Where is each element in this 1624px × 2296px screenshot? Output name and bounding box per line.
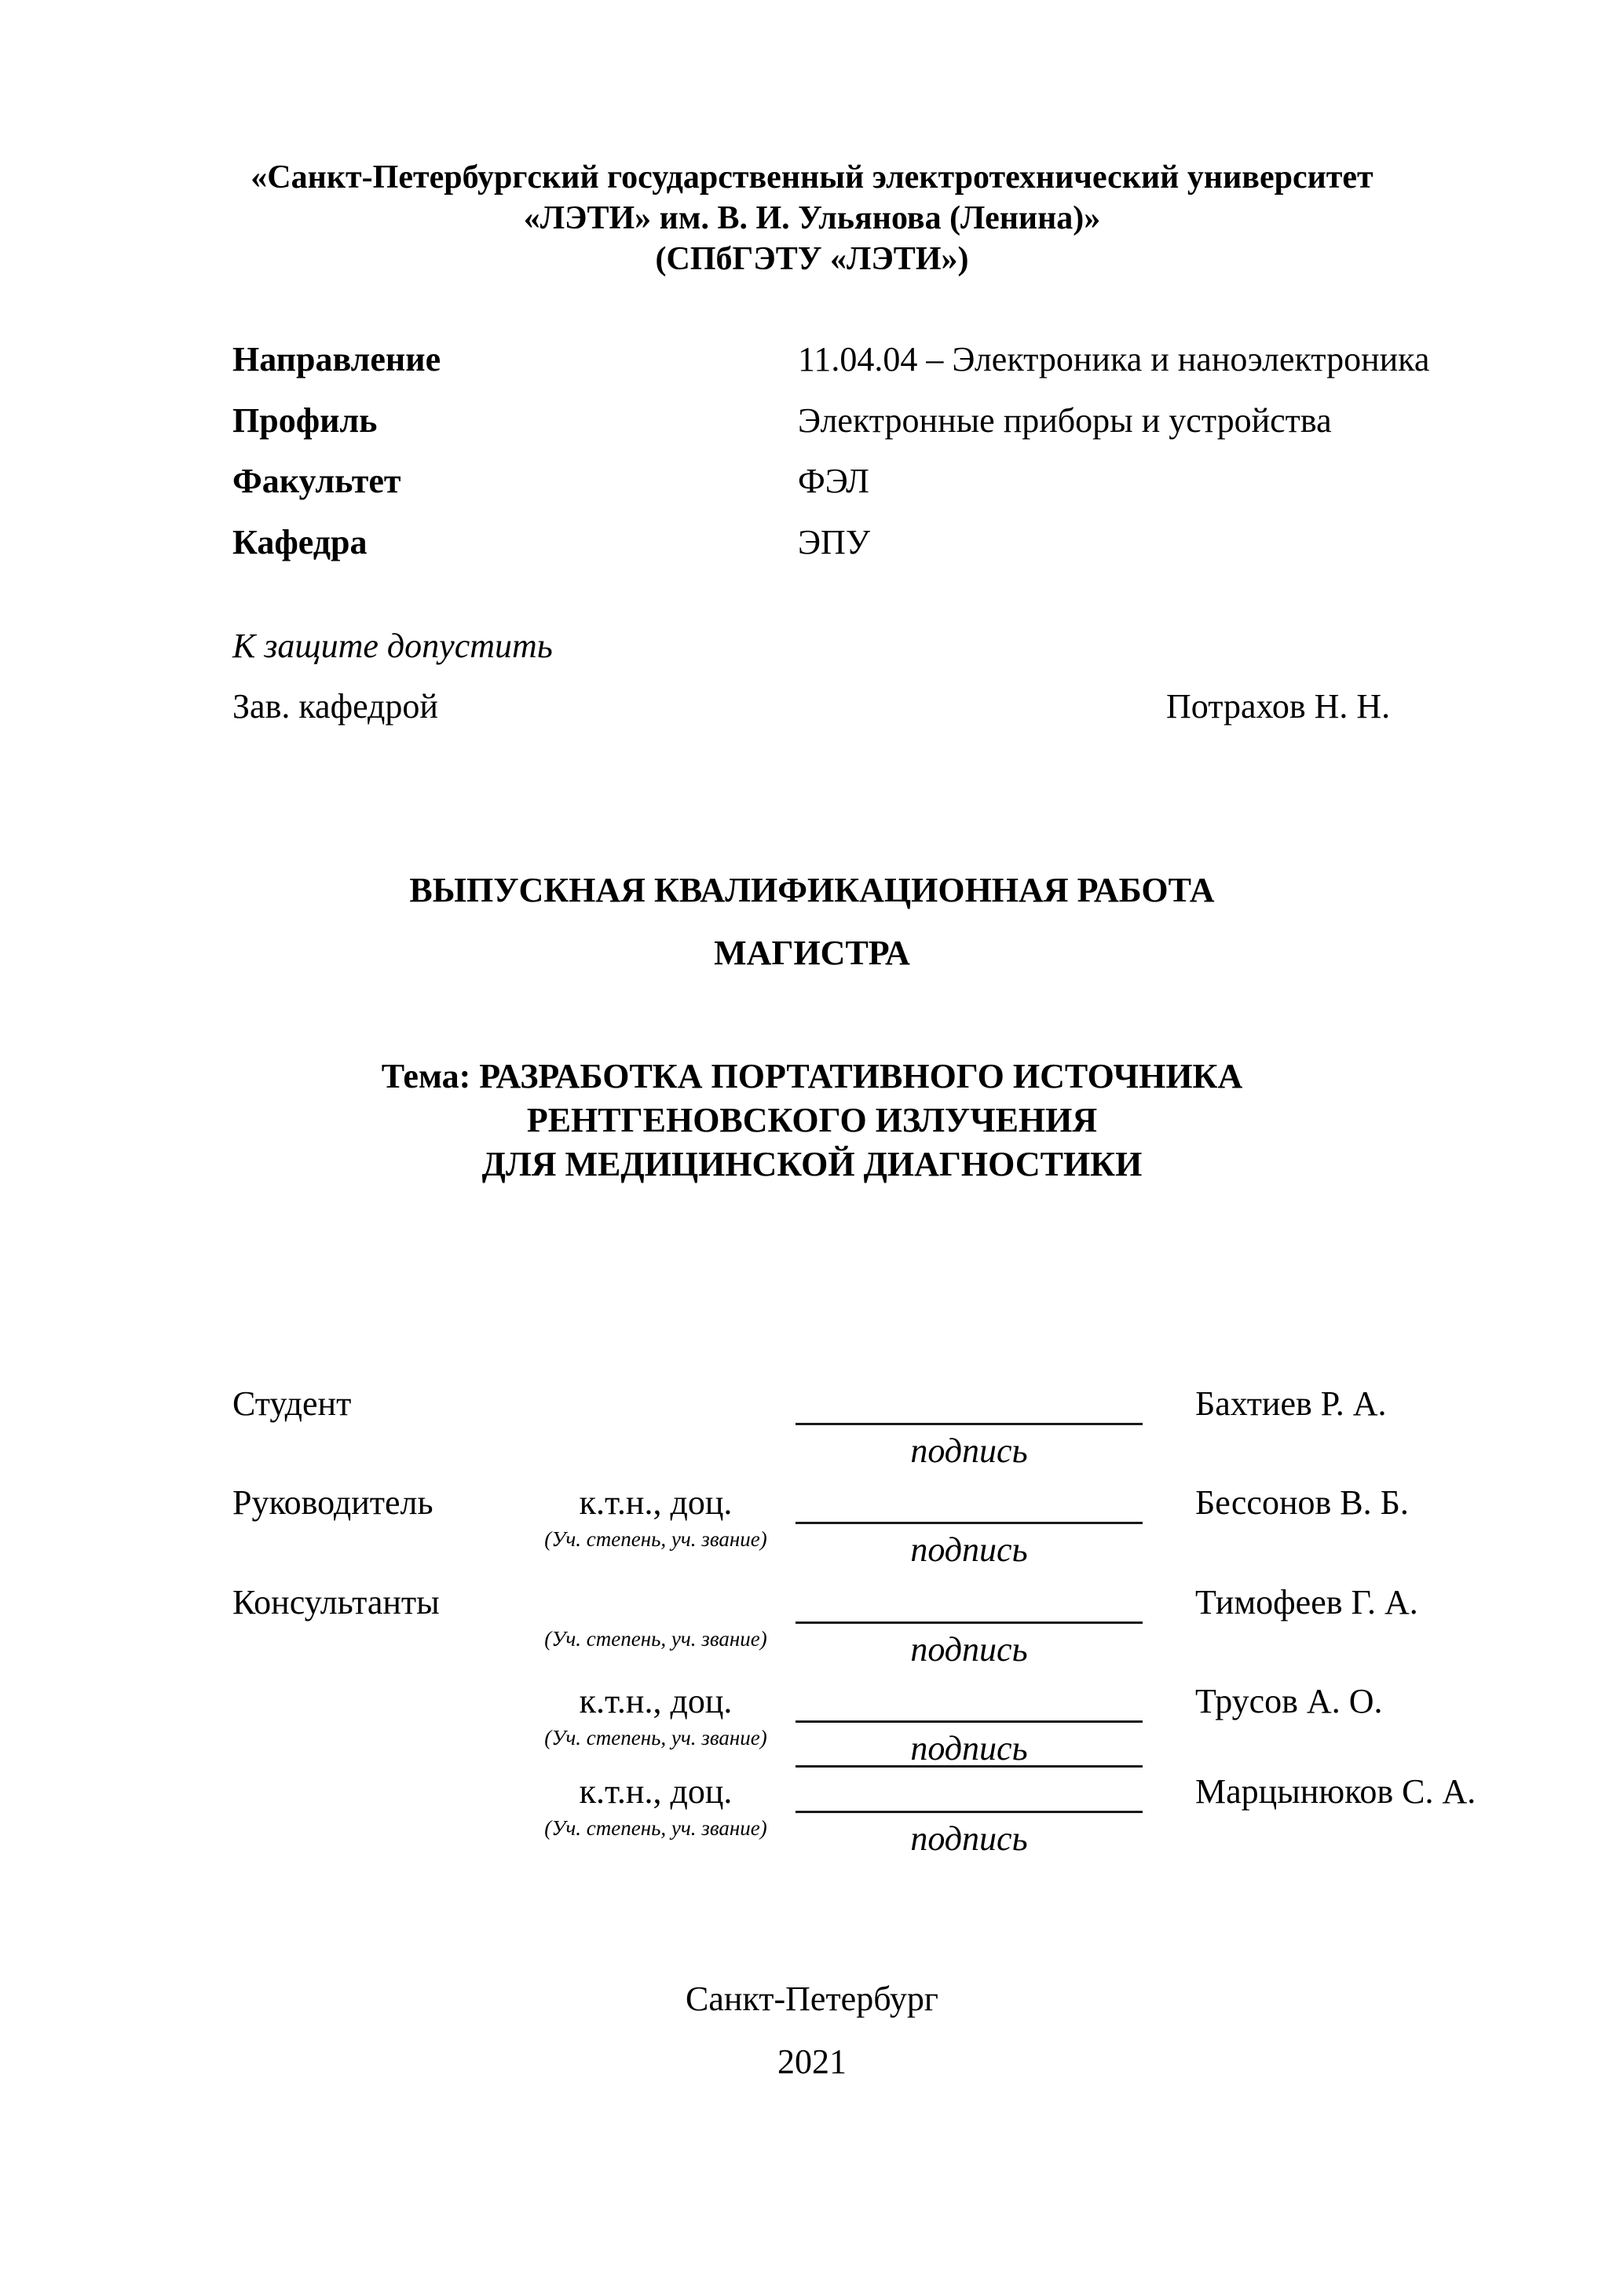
work-degree-title: МАГИСТРА xyxy=(714,934,910,972)
year: 2021 xyxy=(777,2042,847,2081)
city: Санкт-Петербург xyxy=(686,1980,938,2018)
signature-caption: подпись xyxy=(910,1431,1028,1470)
info-label: Профиль xyxy=(232,401,378,440)
work-type-title: ВЫПУСКНАЯ КВАЛИФИКАЦИОННАЯ РАБОТА xyxy=(409,871,1215,909)
university-header xyxy=(0,157,1624,280)
info-value: ЭПУ xyxy=(798,523,870,561)
signature-caption: подпись xyxy=(910,1729,1028,1768)
info-label: Кафедра xyxy=(232,523,368,561)
degree-caption: (Уч. степень, уч. звание) xyxy=(544,1527,767,1551)
defense-approval-note: К защите допустить xyxy=(232,627,553,665)
info-value: Электронные приборы и устройства xyxy=(798,401,1332,440)
head-of-department-label: Зав. кафедрой xyxy=(232,687,438,726)
signature-line xyxy=(796,1811,1143,1813)
signature-name: Марцынюков С. А. xyxy=(1195,1772,1476,1811)
university-name-line1: «Санкт-Петербургский государственный электротехнический университет xyxy=(251,159,1373,196)
head-of-department-name: Потрахов Н. Н. xyxy=(1166,687,1391,726)
signature-name: Бахтиев Р. А. xyxy=(1195,1384,1387,1423)
signature-caption: подпись xyxy=(910,1530,1028,1569)
info-value: 11.04.04 – Электроника и наноэлектроника xyxy=(798,340,1430,378)
signature-caption: подпись xyxy=(910,1630,1028,1669)
thesis-topic-line1: Тема: РАЗРАБОТКА ПОРТАТИВНОГО ИСТОЧНИКА xyxy=(381,1057,1243,1095)
signature-line xyxy=(796,1522,1143,1524)
degree-caption: (Уч. степень, уч. звание) xyxy=(544,1627,767,1651)
signature-line-separator xyxy=(796,1765,1143,1768)
signature-name: Трусов А. О. xyxy=(1195,1682,1383,1720)
degree-caption: (Уч. степень, уч. звание) xyxy=(544,1726,767,1749)
thesis-topic xyxy=(0,1055,1624,1186)
signature-line xyxy=(796,1621,1143,1624)
info-label: Направление xyxy=(232,340,441,378)
signature-name: Бессонов В. Б. xyxy=(1195,1483,1409,1522)
info-value: ФЭЛ xyxy=(798,462,869,500)
signature-role-consultants: Консультанты xyxy=(232,1583,440,1621)
signature-degree: к.т.н., доц. xyxy=(579,1682,733,1720)
signature-degree: к.т.н., доц. xyxy=(579,1772,733,1811)
signature-caption: подпись xyxy=(910,1819,1028,1858)
info-label: Факультет xyxy=(232,462,401,500)
signature-role-student: Студент xyxy=(232,1384,352,1423)
signature-name: Тимофеев Г. А. xyxy=(1195,1583,1418,1621)
university-abbreviation: (СПбГЭТУ «ЛЭТИ») xyxy=(655,241,969,277)
thesis-topic-line2: РЕНТГЕНОВСКОГО ИЗЛУЧЕНИЯ xyxy=(526,1101,1098,1139)
university-name-line2: «ЛЭТИ» им. В. И. Ульянова (Ленина)» xyxy=(523,200,1101,236)
signature-line xyxy=(796,1423,1143,1425)
thesis-topic-line3: ДЛЯ МЕДИЦИНСКОЙ ДИАГНОСТИКИ xyxy=(481,1145,1143,1183)
degree-caption: (Уч. степень, уч. звание) xyxy=(544,1816,767,1840)
signature-line xyxy=(796,1720,1143,1723)
signature-role-supervisor: Руководитель xyxy=(232,1483,433,1522)
signature-degree: к.т.н., доц. xyxy=(579,1483,733,1522)
